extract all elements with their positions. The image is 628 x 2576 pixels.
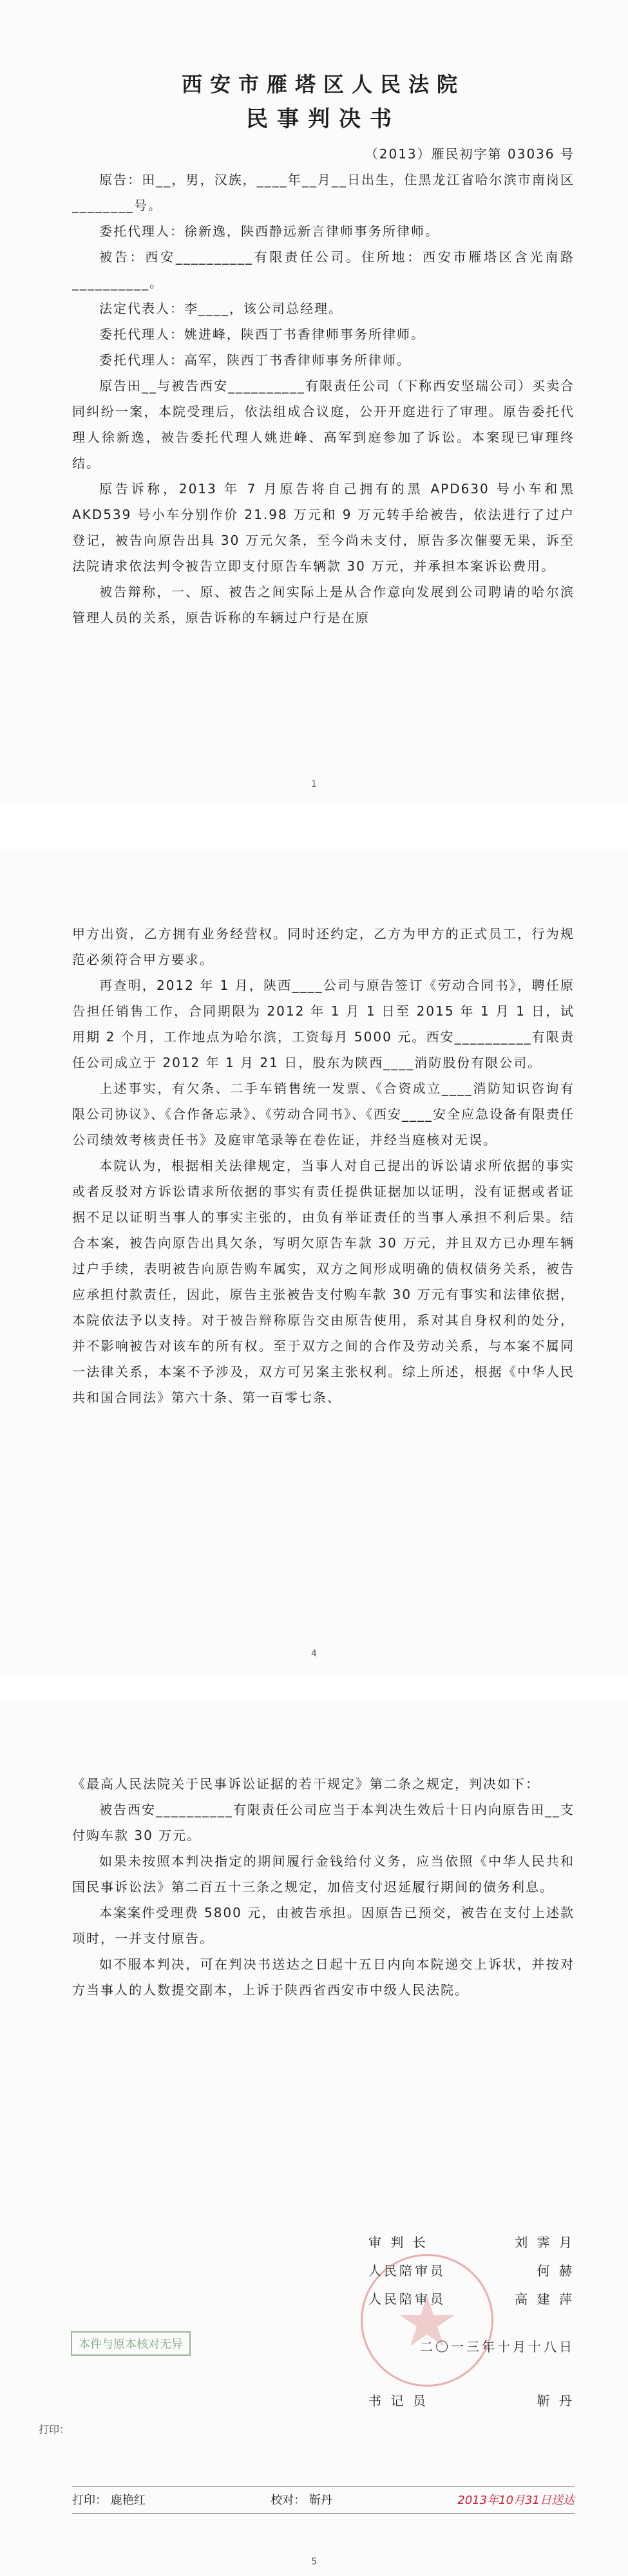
paragraph: 委托代理人：高军，陕西丁书香律师事务所律师。 <box>99 352 411 368</box>
paragraph: 原告田__与被告西安__________有限责任公司（下称西安坚瑞公司）买卖合同纠纷一案，本院受理后，依法组成合议庭，公开开庭进行了审理。原告委托代理人徐新逸，被告委托代理人姚进峰、高军到庭参加了诉讼。本案现已审理终结。 <box>72 378 575 471</box>
signature-block <box>72 2228 575 2415</box>
document-title: 民事判决书 <box>246 106 401 132</box>
signature-name: 高 建 萍 <box>515 2291 575 2307</box>
page-number: 4 <box>311 1649 317 1659</box>
signature-role: 审 判 长 <box>368 2235 428 2250</box>
paragraph: 上述事实，有欠条、二手车销售统一发票、《合资成立____消防知识咨询有限公司协议》、《合作备忘录》、《劳动合同书》、《西安____安全应急设备有限责任公司绩效考核责任书》及庭审笔录等在卷佐证，并经当庭核对无误。 <box>72 1081 575 1148</box>
document-page-1 <box>0 0 628 805</box>
paragraph: 甲方出资，乙方拥有业务经营权。同时还约定，乙方为甲方的正式员工，行为规范必须符合甲方要求。 <box>72 926 575 967</box>
paragraph: 本院认为，根据相关法律规定，当事人对自己提出的诉讼请求所依据的事实或者反驳对方诉讼请求所依据的事实有责任提供证据加以证明，没有证据或者证据不足以证明当事人的事实主张的，由负有举证责任的当事人承担不利后果。结合本案，被告向原告出具欠条，写明欠原告车款 30 万元，并且双方已办理车辆过户手续，表明被告向原告购车属实，双方之间形成明确的债权债务关系，被告应承担付款责任，因此，原告主张被告支付购车款 30 万元有事实和法律依据，本院依法予以支持。对于被告辩称原告交由原告使用，系对其自身权利的处分，并不影响被告对该车的所有权。至于双方之间的合作及劳动关系，与本案不属同一法律关系，本案不予涉及，双方可另案主张权利。综上所述，根据《中华人民共和国合同法》第六十条、第一百零七条、 <box>72 1158 575 1405</box>
page-number: 5 <box>311 2557 317 2567</box>
paragraph: 委托代理人：姚进峰，陕西丁书香律师事务所律师。 <box>99 327 425 342</box>
clerk-name: 靳 丹 <box>537 2393 575 2409</box>
footer-divider <box>72 2513 575 2514</box>
footer-delivered: 2013年10月31日送达 <box>457 2494 575 2507</box>
signature-name: 刘 霁 月 <box>515 2235 575 2250</box>
page-gap <box>0 805 628 850</box>
court-seal-icon <box>361 2254 493 2387</box>
page-number: 1 <box>311 779 317 790</box>
paragraph: 法定代表人：李____，该公司总经理。 <box>99 301 343 316</box>
paragraph: 被告辩称，一、原、被告之间实际上是从合作意向发展到公司聘请的哈尔滨管理人员的关系，原告诉称的车辆过户行是在原 <box>72 584 575 625</box>
case-number: （2013）雁民初字第 03036 号 <box>365 146 575 162</box>
paragraph: 如果未按照本判决指定的期间履行金钱给付义务，应当依照《中华人民共和国民事诉讼法》第二百五十三条之规定，加倍支付迟延履行期间的债务利息。 <box>72 1853 575 1895</box>
paragraph: 原告诉称，2013 年 7 月原告将自己拥有的黑 APD630 号小车和黑 AKD539 号小车分别作价 21.98 万元和 9 万元转手给被告，依法进行了过户登记，被告向原告出具 30 万元欠条，至今尚未支付，原告多次催要无果，诉至法院请求依法判令被告立即支付原告车辆款 30 万元，并承担本案诉讼费用。 <box>72 481 575 574</box>
print-label: 打印： <box>39 2423 70 2436</box>
paragraph: 如不服本判决，可在判决书送达之日起十五日内向本院递交上诉状，并按对方当事人的人数提交副本，上诉于陕西省西安市中级人民法院。 <box>72 1956 575 1998</box>
signature-role: 人民陪审员 <box>368 2263 446 2278</box>
document-page-2 <box>0 850 628 1674</box>
seal-star-icon <box>363 2256 491 2385</box>
page-3-content <box>72 1771 575 2003</box>
signature-row <box>72 2285 575 2313</box>
signature-role: 人民陪审员 <box>368 2291 446 2307</box>
paragraph: 原告：田__，男，汉族，____年__月__日出生，住黑龙江省哈尔滨市南岗区________号。 <box>72 172 575 213</box>
signature-name: 何 赫 <box>537 2263 575 2278</box>
paragraph: 委托代理人：徐新逸，陕西静远新言律师事务所律师。 <box>99 223 439 239</box>
judgment-date: 二〇一三年十月十八日 <box>420 2339 575 2354</box>
signature-row <box>72 2228 575 2257</box>
footer <box>72 2491 575 2508</box>
copy-verified-stamp: 本件与原本核对无异 <box>71 2331 191 2356</box>
page-2-content <box>72 921 575 1410</box>
paragraph: 本案案件受理费 5800 元，由被告承担。因原告已预交，被告在支付上述款项时，一并支付原告。 <box>72 1905 575 1946</box>
page-gap <box>0 1674 628 1700</box>
paragraph: 被告：西安__________有限责任公司。住所地：西安市雁塔区含光南路__________。 <box>72 249 575 290</box>
signature-row <box>72 2257 575 2285</box>
document-page-3 <box>0 1700 628 2576</box>
paragraph: 再查明，2012 年 1 月，陕西____公司与原告签订《劳动合同书》，聘任原告担任销售工作，合同期限为 2012 年 1 月 1 日至 2015 年 1 月 1 日，试用期 2 个月，工作地点为哈尔滨，工资每月 5000 元。西安__________有限责任公司成立于 2012 年 1 月 21 日，股东为陕西____消防股份有限公司。 <box>72 978 575 1070</box>
footer-printer: 打印： 鹿艳红 <box>72 2494 146 2507</box>
clerk-role: 书 记 员 <box>368 2393 428 2409</box>
page-1-content <box>72 68 575 630</box>
footer-checker: 校对： 靳丹 <box>271 2494 332 2507</box>
clerk-row <box>72 2387 575 2415</box>
paragraph: 被告西安__________有限责任公司应当于本判决生效后十日内向原告田__支付购车款 30 万元。 <box>72 1802 575 1843</box>
court-name: 西安市雁塔区人民法院 <box>181 72 465 97</box>
paragraph: 《最高人民法院关于民事诉讼证据的若干规定》第二条之规定，判决如下： <box>72 1776 540 1792</box>
